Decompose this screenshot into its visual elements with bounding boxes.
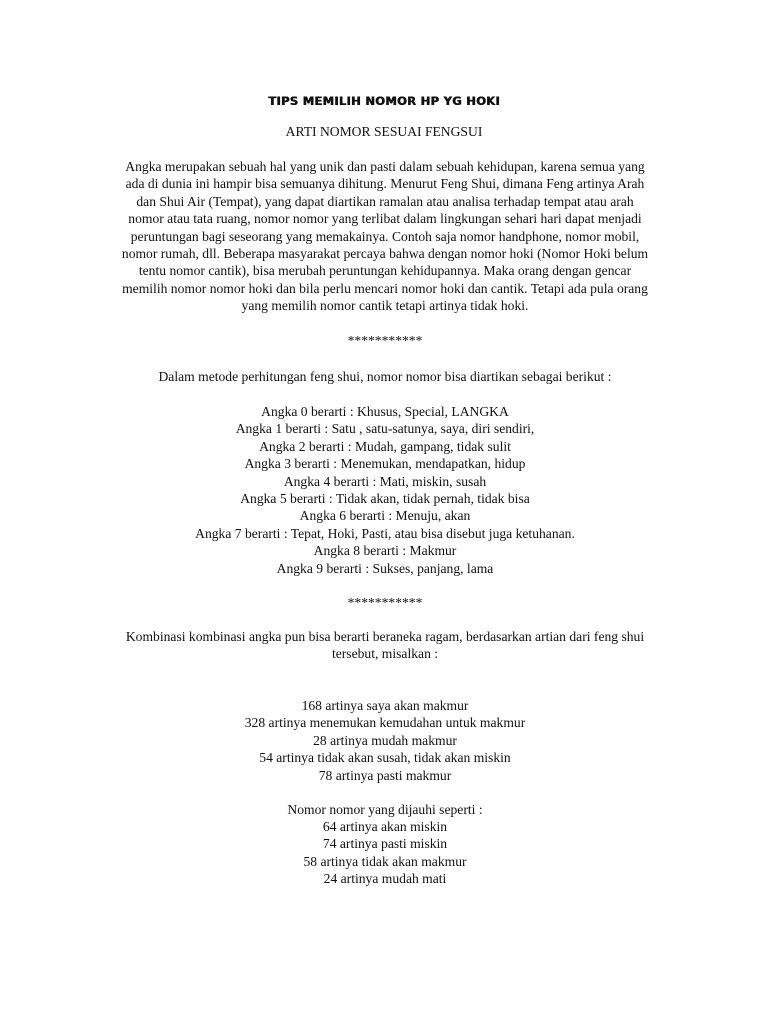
digit-meanings-list bbox=[86, 403, 684, 577]
intro-paragraph bbox=[86, 158, 684, 315]
intro-line: nomor rumah, dll. Beberapa masyarakat percaya bahwa dengan nomor hoki (Nomor Hoki belum bbox=[121, 246, 649, 262]
page-title: TIPS MEMILIH NOMOR HP YG HOKI bbox=[268, 94, 500, 108]
avoid-intro: Nomor nomor yang dijauhi seperti : bbox=[287, 802, 483, 817]
list-item: Angka 9 berarti : Sukses, panjang, lama bbox=[276, 560, 494, 576]
bad-combos-list bbox=[86, 818, 684, 888]
intro-line: ada di dunia ini hampir bisa semuanya dihitung. Menurut Feng Shui, dimana Feng artinya Arah bbox=[125, 176, 645, 192]
list-item: Angka 7 berarti : Tepat, Hoki, Pasti, atau bisa disebut juga ketuhanan. bbox=[195, 525, 575, 541]
intro-line: tentu nomor cantik), bisa merubah peruntungan kehidupannya. Maka orang dengan gencar bbox=[138, 263, 632, 279]
combo-intro bbox=[86, 628, 684, 663]
list-item: 328 artinya menemukan kemudahan untuk makmur bbox=[244, 715, 526, 731]
good-combos-list bbox=[86, 697, 684, 784]
list-item: Angka 5 berarti : Tidak akan, tidak pernah, tidak bisa bbox=[240, 491, 530, 507]
intro-line: peruntungan bagi seseorang yang memakainya. Contoh saja nomor handphone, nomor mobil, bbox=[130, 228, 640, 244]
combo-intro-line: Kombinasi kombinasi angka pun bisa berarti beraneka ragam, berdasarkan artian dari feng shui bbox=[125, 629, 645, 644]
list-item: 28 artinya mudah makmur bbox=[313, 732, 457, 748]
list-item: Angka 6 berarti : Menuju, akan bbox=[299, 508, 471, 524]
list-item: Angka 1 berarti : Satu , satu-satunya, saya, diri sendiri, bbox=[235, 421, 535, 437]
list-item: Angka 2 berarti : Mudah, gampang, tidak sulit bbox=[259, 438, 511, 454]
list-item: Angka 4 berarti : Mati, miskin, susah bbox=[283, 473, 487, 489]
list-item: Angka 0 berarti : Khusus, Special, LANGKA bbox=[261, 404, 509, 419]
list-item: 24 artinya mudah mati bbox=[323, 871, 447, 887]
intro-line: memilih nomor nomor hoki dan bila perlu mencari nomor hoki dan cantik. Tetapi ada pula orang bbox=[122, 280, 648, 296]
method-intro: Dalam metode perhitungan feng shui, nomor nomor bisa diartikan sebagai berikut : bbox=[158, 369, 612, 384]
separator: *********** bbox=[347, 595, 423, 610]
list-item: Angka 3 berarti : Menemukan, mendapatkan, hidup bbox=[244, 456, 526, 472]
subtitle: ARTI NOMOR SESUAI FENGSUI bbox=[285, 124, 483, 139]
intro-line: Angka merupakan sebuah hal yang unik dan pasti dalam sebuah kehidupan, karena semua yang bbox=[125, 159, 645, 174]
intro-line: nomor atau tata ruang, nomor nomor yang terlibat dalam lingkungan sehari hari dapat menjadi bbox=[128, 211, 642, 227]
intro-line: dan Shui Air (Tempat), yang dapat diartikan ramalan atau analisa terhadap tempat atau arah bbox=[136, 193, 634, 209]
separator: *********** bbox=[347, 333, 423, 348]
list-item: 58 artinya tidak akan makmur bbox=[303, 853, 467, 869]
list-item: 64 artinya akan miskin bbox=[322, 819, 448, 834]
list-item: 74 artinya pasti miskin bbox=[322, 836, 448, 852]
list-item: 168 artinya saya akan makmur bbox=[301, 698, 469, 713]
list-item: 54 artinya tidak akan susah, tidak akan miskin bbox=[259, 750, 511, 766]
combo-intro-line: tersebut, misalkan : bbox=[331, 646, 439, 662]
intro-line: yang memilih nomor cantik tetapi artinya tidak hoki. bbox=[241, 298, 529, 314]
list-item: 78 artinya pasti makmur bbox=[318, 767, 452, 783]
list-item: Angka 8 berarti : Makmur bbox=[313, 543, 457, 559]
